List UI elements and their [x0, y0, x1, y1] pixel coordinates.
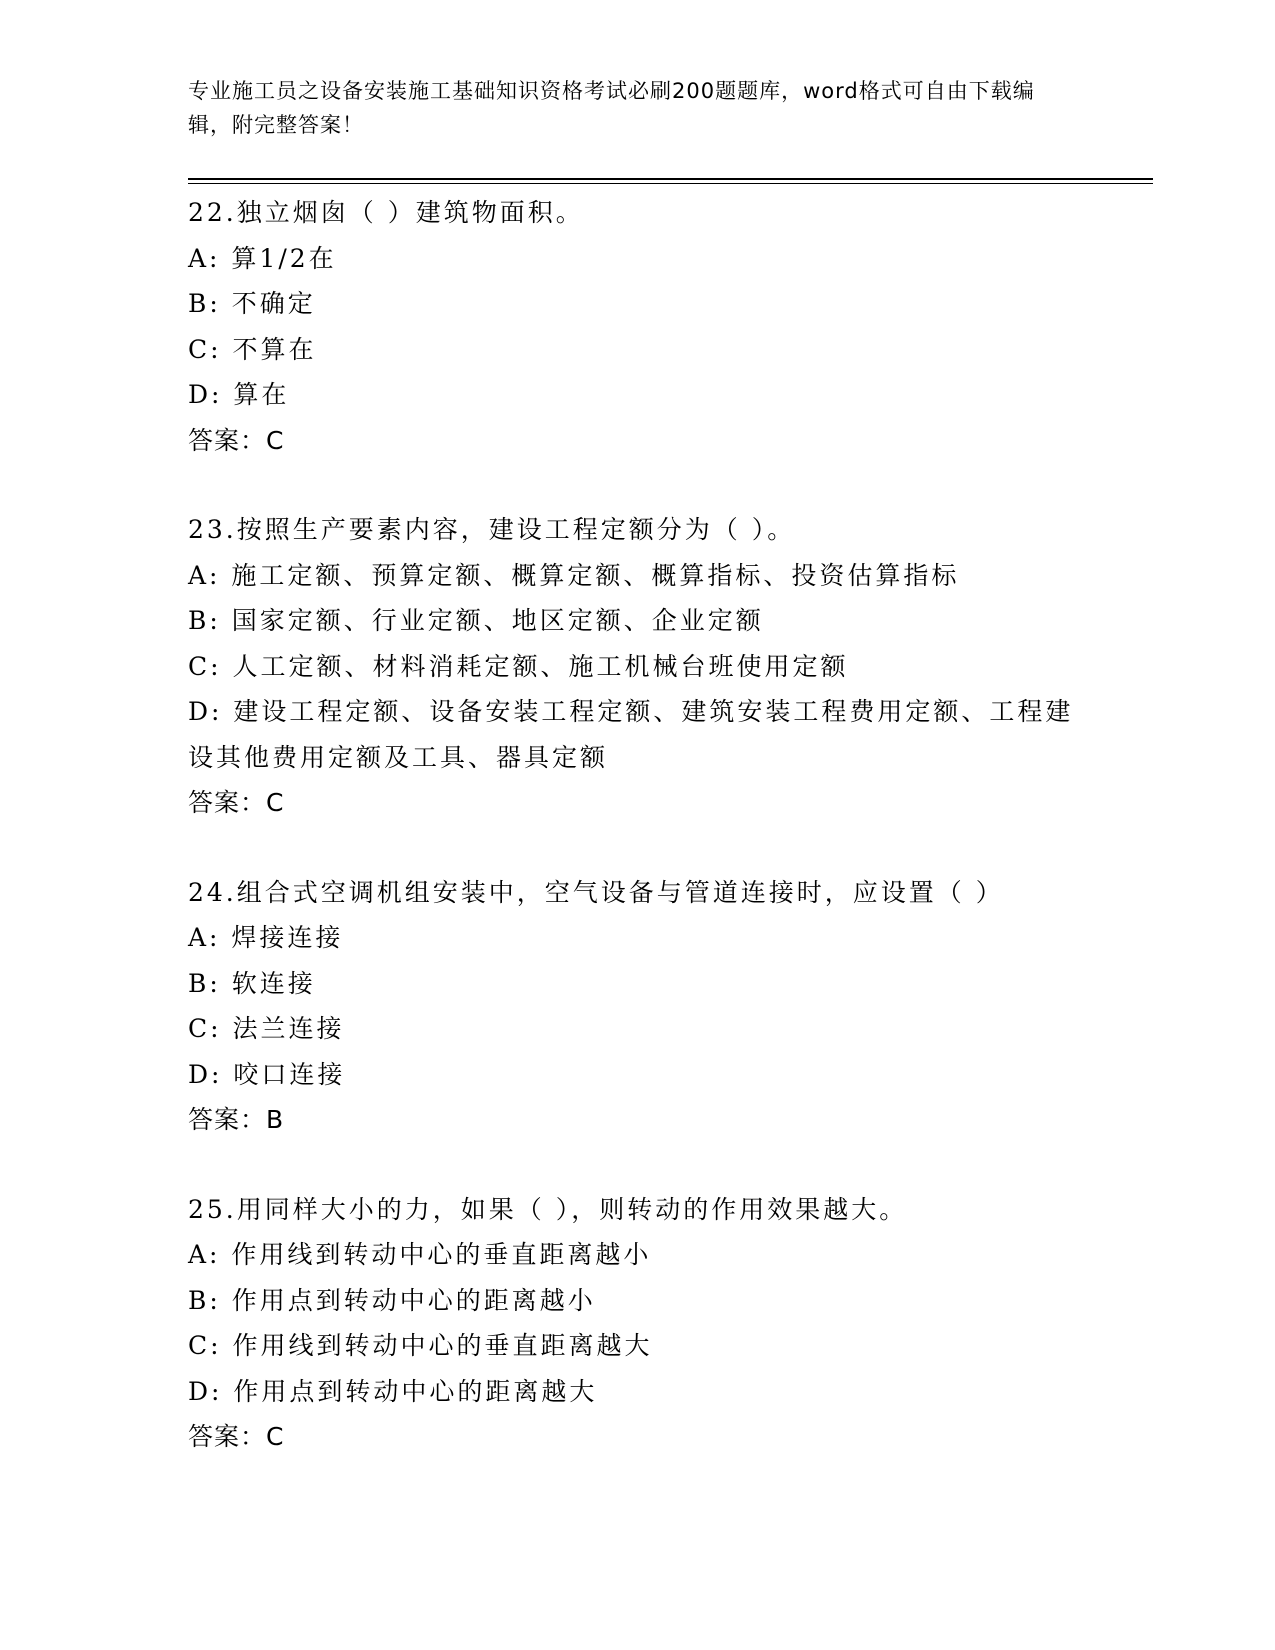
header-divider-thin — [188, 183, 1153, 184]
question-23 — [188, 507, 1088, 826]
option-b: B: 作用点到转动中心的距离越小 — [188, 1285, 596, 1315]
option-c: C: 法兰连接 — [188, 1014, 345, 1043]
document-header: 专业施工员之设备安装施工基础知识资格考试必刷200题题库，word格式可自由下载编辑，附完整答案！ — [188, 79, 1035, 137]
option-a: A: 算1/2在 — [188, 243, 337, 273]
question-stem: 22.独立烟囱（ ）建筑物面积。 — [188, 198, 584, 227]
header-divider-thick — [188, 178, 1153, 180]
question-list — [188, 190, 1088, 1504]
option-b: B: 国家定额、行业定额、地区定额、企业定额 — [188, 606, 764, 635]
option-d: D: 算在 — [188, 380, 290, 409]
option-d: D: 咬口连接 — [188, 1059, 346, 1089]
option-d: D: 作用点到转动中心的距离越大 — [188, 1376, 598, 1406]
option-b: B: 软连接 — [188, 968, 316, 998]
question-stem: 24.组合式空调机组安装中，空气设备与管道连接时，应设置（ ） — [188, 877, 1004, 907]
question-25 — [188, 1187, 1088, 1460]
question-stem: 25.用同样大小的力，如果（ ），则转动的作用效果越大。 — [188, 1194, 908, 1224]
answer-label: 答案：C — [188, 788, 285, 817]
option-a: A: 焊接连接 — [188, 923, 344, 952]
answer-label: 答案：C — [188, 425, 285, 455]
option-c: C: 人工定额、材料消耗定额、施工机械台班使用定额 — [188, 651, 849, 681]
option-c: C: 作用线到转动中心的垂直距离越大 — [188, 1331, 653, 1360]
option-d: D: 建设工程定额、设备安装工程定额、建筑安装工程费用定额、工程建设其他费用定额及工具、器具定额 — [188, 697, 1074, 772]
question-24 — [188, 870, 1088, 1143]
option-a: A: 作用线到转动中心的垂直距离越小 — [188, 1240, 652, 1269]
answer-label: 答案：B — [188, 1105, 285, 1134]
option-b: B: 不确定 — [188, 289, 316, 318]
question-stem: 23.按照生产要素内容，建设工程定额分为（ ）。 — [188, 515, 796, 544]
answer-label: 答案：C — [188, 1422, 285, 1451]
option-c: C: 不算在 — [188, 334, 317, 364]
question-22 — [188, 190, 1088, 463]
option-a: A: 施工定额、预算定额、概算定额、概算指标、投资估算指标 — [188, 560, 960, 590]
